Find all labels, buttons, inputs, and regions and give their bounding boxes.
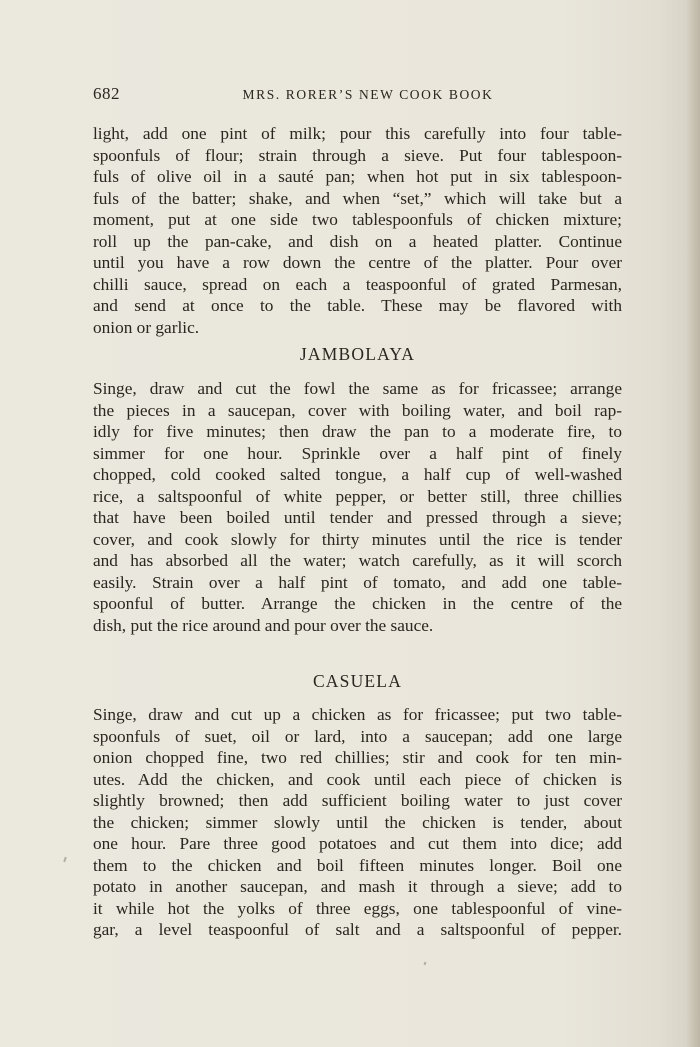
text-line: fuls of the batter; shake, and when “set,” which will take but a <box>93 188 622 208</box>
text-line: spoonful of butter. Arrange the chicken in the centre of the <box>93 594 622 613</box>
paper-speck <box>63 857 67 862</box>
text-line: and has absorbed all the water; watch carefully, as it will scorch <box>93 551 622 570</box>
text-line: utes. Add the chicken, and cook until each piece of chicken is <box>93 769 622 789</box>
text-line: them to the chicken and boil fifteen minutes longer. Boil one <box>93 855 622 875</box>
text-line: roll up the pan-cake, and dish on a heated platter. Continue <box>93 231 622 251</box>
recipe-heading-casuela: CASUELA <box>312 671 403 691</box>
text-line: onion chopped fine, two red chillies; stir and cook for ten min- <box>93 748 622 767</box>
text-line: light, add one pint of milk; pour this carefully into four table- <box>93 124 622 143</box>
text-line: until you have a row down the centre of the platter. Pour over <box>93 253 622 272</box>
text-line: that have been boiled until tender and pressed through a sieve; <box>93 508 622 527</box>
recipe-heading-jambolaya: JAMBOLAYA <box>299 344 416 364</box>
text-line: potato in another saucepan, and mash it through a sieve; add to <box>93 877 622 896</box>
text-line: the pieces in a saucepan, cover with boiling water, and boil rap- <box>93 400 622 420</box>
text-line: Singe, draw and cut up a chicken as for fricassee; put two table- <box>93 705 622 724</box>
text-line: rice, a saltspoonful of white pepper, or better still, three chillies <box>93 486 622 506</box>
text-line: one hour. Pare three good potatoes and cut them into dice; add <box>93 834 622 853</box>
jambolaya-recipe-text <box>93 378 622 636</box>
text-line: cover, and cook slowly for thirty minutes until the rice is tender <box>93 529 622 549</box>
text-line: idly for five minutes; then draw the pan to a moderate fire, to <box>93 422 622 441</box>
running-head <box>93 84 623 108</box>
text-line: simmer for one hour. Sprinkle over a half pint of finely <box>93 443 622 463</box>
text-line: slightly browned; then add sufficient boiling water to just cover <box>93 791 622 810</box>
text-line: spoonfuls of suet, oil or lard, into a saucepan; add one large <box>93 726 622 746</box>
text-line: Singe, draw and cut the fowl the same as for fricassee; arrange <box>93 379 622 398</box>
text-line: it while hot the yolks of three eggs, one tablespoonful of vine- <box>93 898 622 918</box>
casuela-recipe-text <box>93 704 622 941</box>
text-line: chopped, cold cooked salted tongue, a half cup of well-washed <box>93 465 622 484</box>
text-line: and send at once to the table. These may be flavored with <box>93 296 622 315</box>
continued-recipe-text <box>93 123 622 338</box>
page-number: 682 <box>93 84 120 103</box>
text-line: easily. Strain over a half pint of tomato, and add one table- <box>93 572 622 592</box>
paper-speck <box>424 962 427 966</box>
text-line: moment, put at one side two tablespoonfuls of chicken mixture; <box>93 210 622 229</box>
page-edge-shadow <box>686 0 700 1047</box>
text-line: onion or garlic. <box>93 317 200 337</box>
book-title-header: MRS. RORER’S NEW COOK BOOK <box>242 87 494 102</box>
text-line: spoonfuls of flour; strain through a sieve. Put four tablespoon- <box>93 145 622 165</box>
text-line: chilli sauce, spread on each a teaspoonful of grated Parmesan, <box>93 274 622 294</box>
text-line: gar, a level teaspoonful of salt and a saltspoonful of pepper. <box>93 920 622 939</box>
text-line: the chicken; simmer slowly until the chicken is tender, about <box>93 812 622 832</box>
text-line: fuls of olive oil in a sauté pan; when hot put in six tablespoon- <box>93 167 622 186</box>
text-line: dish, put the rice around and pour over the sauce. <box>93 615 434 635</box>
